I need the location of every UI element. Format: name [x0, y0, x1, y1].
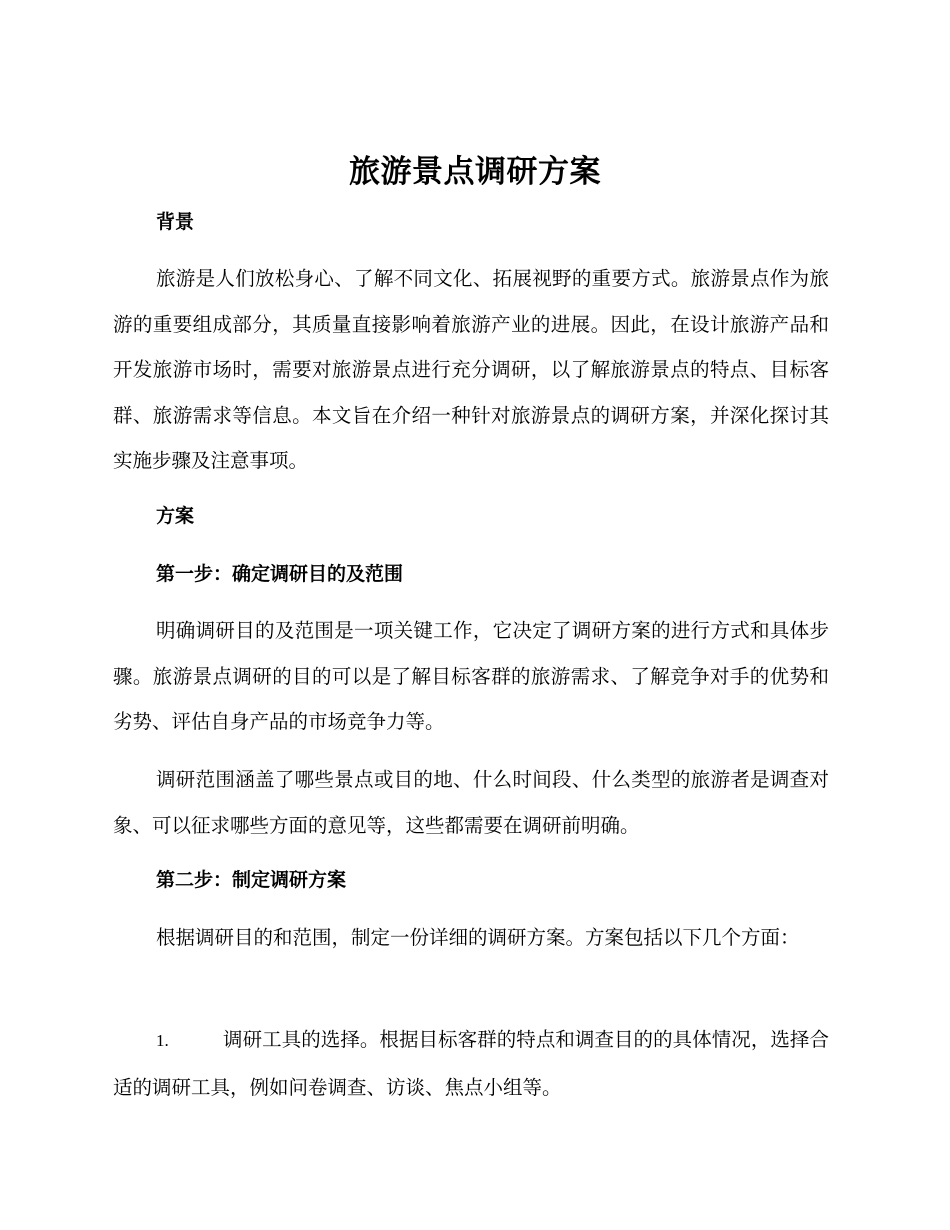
- step2-heading: 第二步：制定调研方案: [156, 869, 347, 891]
- list-item: [113, 1016, 829, 1111]
- background-heading: 背景: [156, 211, 195, 233]
- list-item-number: 1.: [156, 1031, 169, 1050]
- background-paragraph: 旅游是人们放松身心、了解不同文化、拓展视野的重要方式。旅游景点作为旅游的重要组成部分，其质量直接影响着旅游产业的进展。因此，在设计旅游产品和开发旅游市场时，需要对旅游景点进行充分调研，以了解旅游景点的特点、目标客群、旅游需求等信息。本文旨在介绍一种针对旅游景点的调研方案，并深化探讨其实施步骤及注意事项。: [113, 267, 829, 472]
- step2-paragraph: 根据调研目的和范围，制定一份详细的调研方案。方案包括以下几个方面：: [156, 926, 800, 949]
- step1-paragraph-2: 调研范围涵盖了哪些景点或目的地、什么时间段、什么类型的旅游者是调查对象、可以征求哪些方面的意见等，这些都需要在调研前明确。: [113, 768, 829, 837]
- step1-heading: 第一步：确定调研目的及范围: [156, 563, 404, 585]
- step1-paragraph-1: 明确调研目的及范围是一项关键工作，它决定了调研方案的进行方式和具体步骤。旅游景点调研的目的可以是了解目标客群的旅游需求、了解竞争对手的优势和劣势、评估自身产品的市场竞争力等。: [113, 619, 829, 733]
- plan-heading: 方案: [156, 505, 195, 527]
- list-item-text: 调研工具的选择。根据目标客群的特点和调查目的的具体情况，选择合适的调研工具，例如问卷调查、访谈、焦点小组等。: [113, 1028, 829, 1099]
- document-title: 旅游景点调研方案: [349, 154, 601, 190]
